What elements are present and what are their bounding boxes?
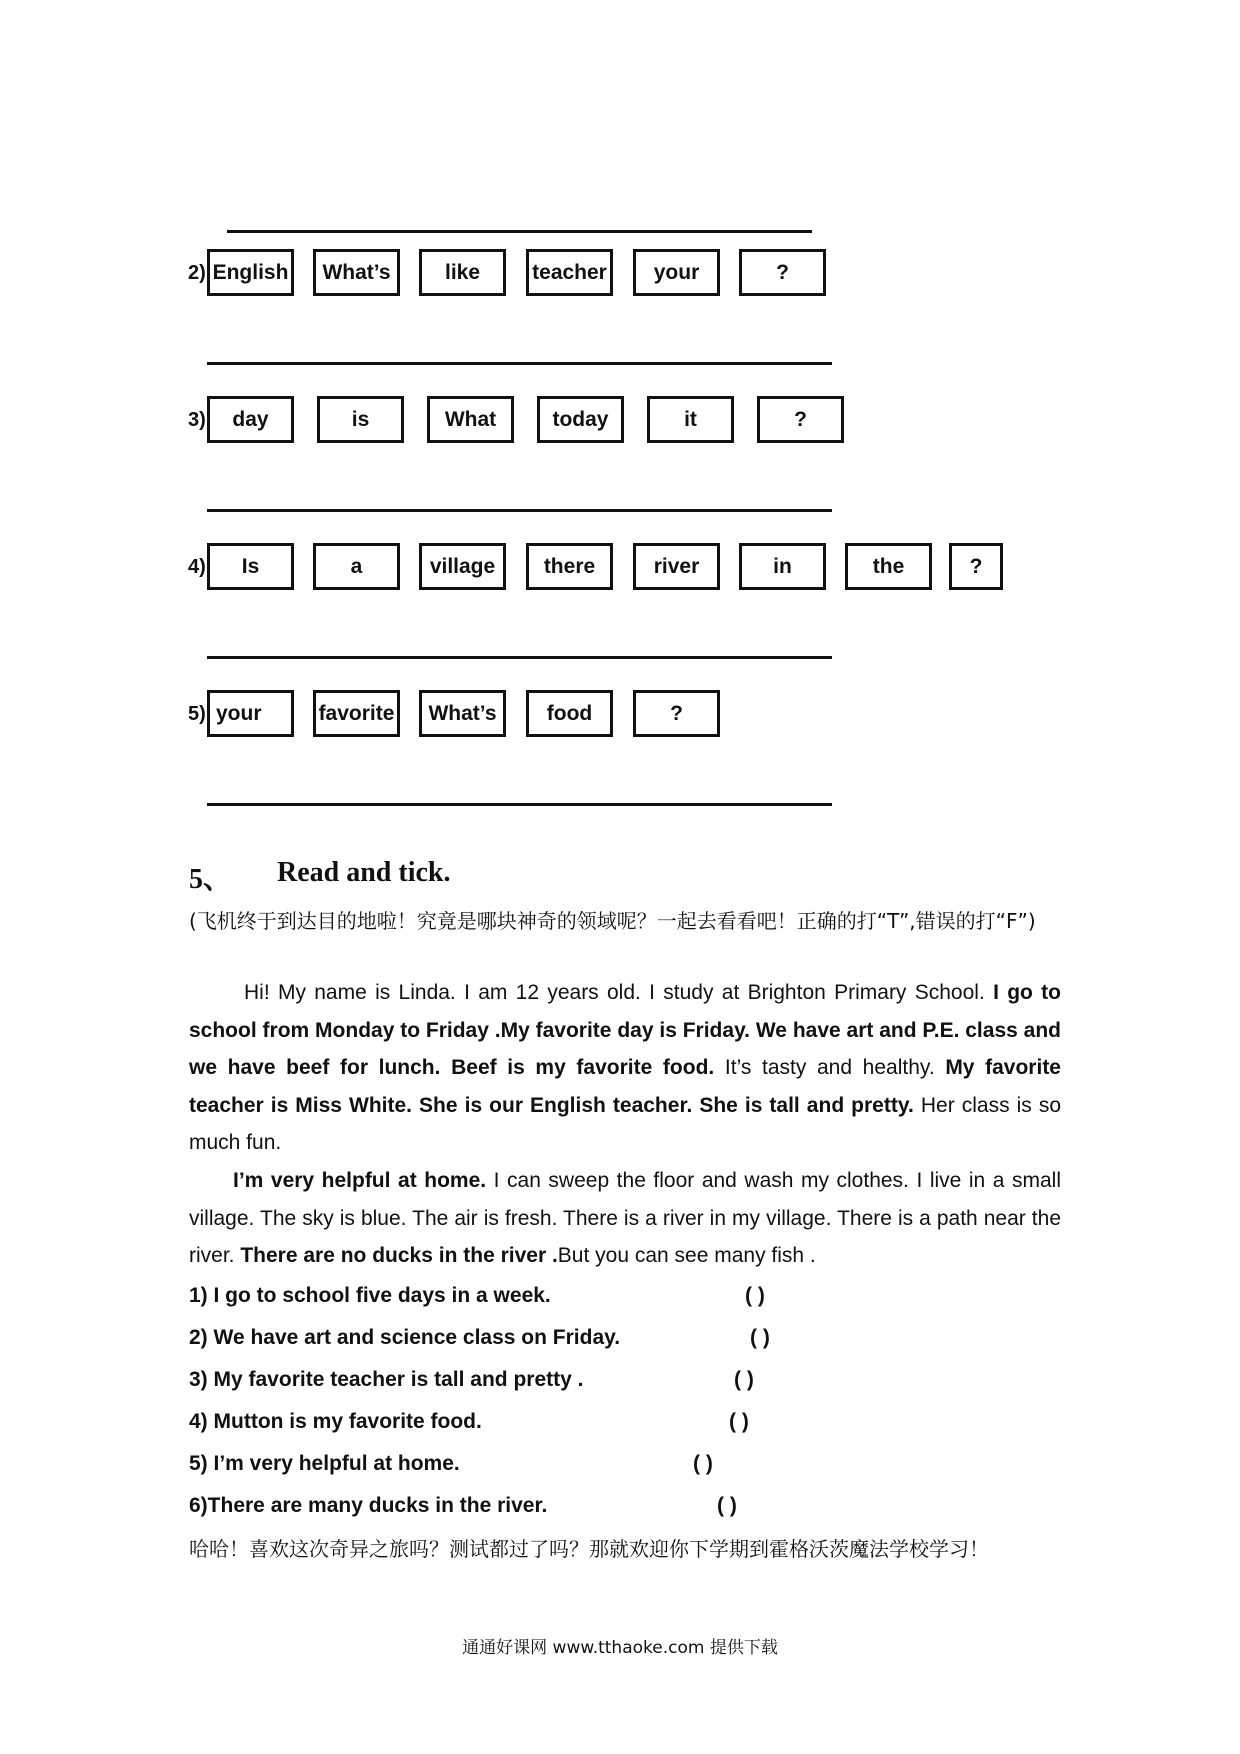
word-card[interactable]: ? <box>949 543 1003 590</box>
question-number: 2) <box>188 262 206 284</box>
passage-text-run: I’m very helpful at home. <box>233 1169 487 1192</box>
answer-parentheses[interactable]: ( ) <box>734 1368 754 1391</box>
word-card[interactable]: village <box>419 543 506 590</box>
word-card[interactable]: your <box>207 690 294 737</box>
page-footer: 通通好课网 www.tthaoke.com 提供下载 <box>462 1638 778 1658</box>
word-card[interactable]: favorite <box>313 690 400 737</box>
passage-text-run: It’s tasty and healthy. <box>714 1056 946 1080</box>
word-card[interactable]: today <box>537 396 624 443</box>
word-card[interactable]: ? <box>739 249 826 296</box>
statement: 5) I’m very helpful at home. <box>189 1452 460 1475</box>
word-card[interactable]: food <box>526 690 613 737</box>
word-card[interactable]: teacher <box>526 249 613 296</box>
statement: 6)There are many ducks in the river. <box>189 1494 548 1517</box>
word-card[interactable]: What’s <box>419 690 506 737</box>
answer-line-2 <box>207 362 832 365</box>
word-card[interactable]: river <box>633 543 720 590</box>
answer-line-1 <box>227 230 812 233</box>
answer-line-4 <box>207 656 832 659</box>
word-card[interactable]: What <box>427 396 514 443</box>
passage-text-run: Her class is so much fun. <box>189 1093 1061 1155</box>
instruction-text: (飞机终于到达目的地啦！究竟是哪块神奇的领域呢？一起去看看吧！正确的打“T”,错误的打“F”) <box>189 909 1036 933</box>
word-card[interactable]: like <box>419 249 506 296</box>
word-card[interactable]: the <box>845 543 932 590</box>
statement: 3) My favorite teacher is tall and pretty . <box>189 1368 584 1391</box>
word-card[interactable]: What’s <box>313 249 400 296</box>
question-number: 5) <box>188 703 206 725</box>
answer-parentheses[interactable]: ( ) <box>717 1494 737 1517</box>
statement: 1) I go to school five days in a week. <box>189 1284 551 1307</box>
passage-text-run: Hi! My name is Linda. I am 12 years old. I study at Brighton Primary School. <box>244 981 994 1004</box>
word-card[interactable]: is <box>317 396 404 443</box>
word-card[interactable]: English <box>207 249 294 296</box>
word-card[interactable]: a <box>313 543 400 590</box>
answer-parentheses[interactable]: ( ) <box>693 1452 713 1475</box>
passage-paragraph-1 <box>189 974 1061 1162</box>
word-card[interactable]: your <box>633 249 720 296</box>
word-card[interactable]: ? <box>757 396 844 443</box>
passage-text-run: I go to school from Monday to Friday .My favorite day is Friday. We have art and P.E. class and we have beef for lunch. Beef is my favorite food. <box>189 981 1061 1080</box>
statement: 4) Mutton is my favorite food. <box>189 1410 482 1433</box>
word-card[interactable]: day <box>207 396 294 443</box>
word-card[interactable]: there <box>526 543 613 590</box>
passage-text-run: My favorite teacher is Miss White. She is our English teacher. She is tall and pretty. <box>189 1056 1061 1117</box>
statement: 2) We have art and science class on Friday. <box>189 1326 621 1349</box>
word-card[interactable]: in <box>739 543 826 590</box>
passage-text-run: But you can see many fish . <box>557 1244 816 1268</box>
passage-text-run: There are no ducks in the river . <box>240 1244 558 1268</box>
answer-parentheses[interactable]: ( ) <box>745 1284 765 1307</box>
answer-line-3 <box>207 509 832 512</box>
answer-parentheses[interactable]: ( ) <box>750 1326 770 1349</box>
answer-parentheses[interactable]: ( ) <box>729 1410 749 1433</box>
section-number: 5、 <box>189 864 232 895</box>
answer-line-5 <box>207 803 832 806</box>
passage-text-run: I can sweep the floor and wash my clothes. I live in a small village. The sky is blue. The air is fresh. There is a river in my village. There is a path near the river. <box>189 1169 1062 1268</box>
question-number: 3) <box>188 409 206 431</box>
passage-paragraph-2 <box>189 1162 1061 1275</box>
word-card[interactable]: it <box>647 396 734 443</box>
section-title: Read and tick. <box>277 857 451 888</box>
closing-text: 哈哈！喜欢这次奇异之旅吗？测试都过了吗？那就欢迎你下学期到霍格沃茨魔法学校学习！ <box>189 1537 989 1561</box>
word-card[interactable]: ? <box>633 690 720 737</box>
word-card[interactable]: Is <box>207 543 294 590</box>
question-number: 4) <box>188 556 206 578</box>
